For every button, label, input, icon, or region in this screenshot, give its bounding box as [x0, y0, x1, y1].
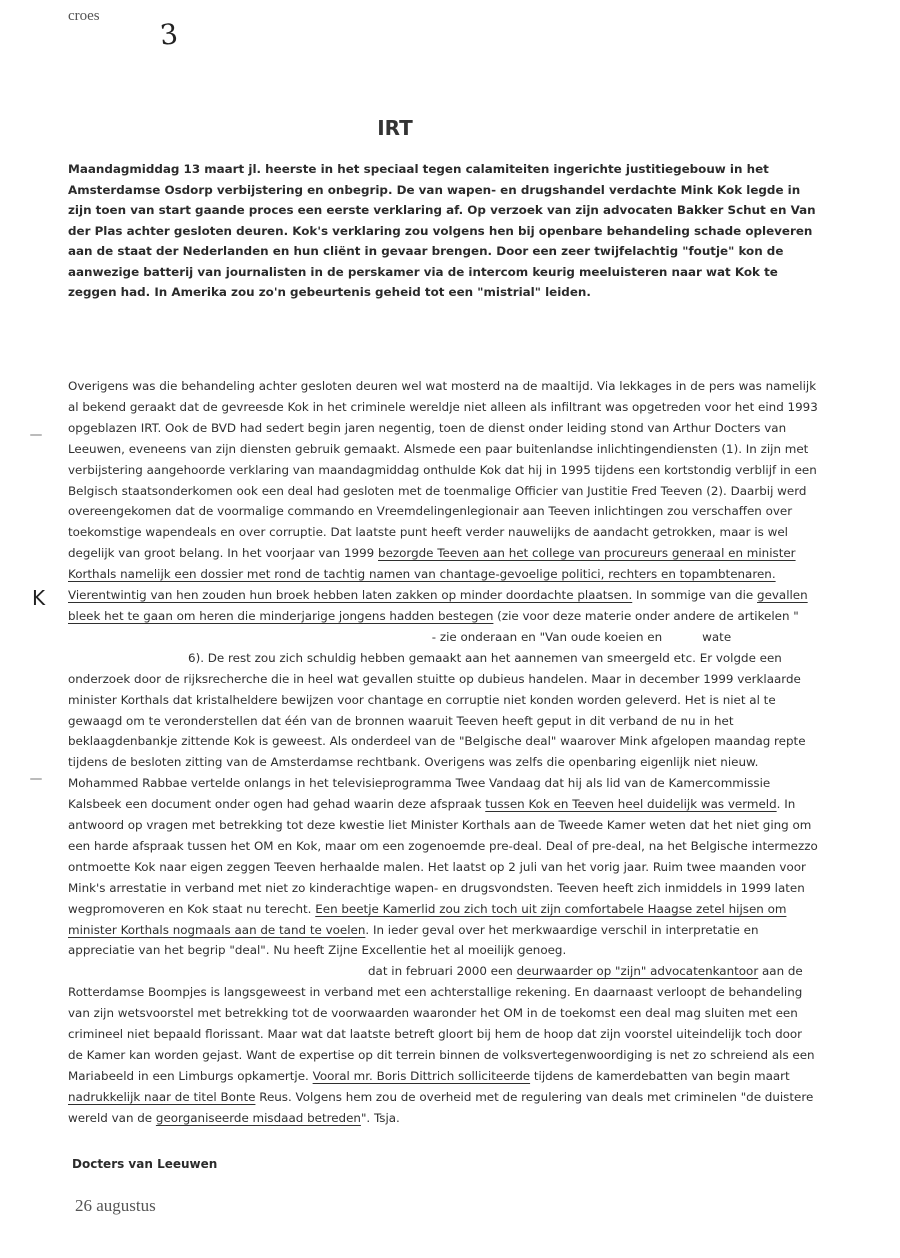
body-text: ". Tsja.	[360, 1110, 400, 1125]
body-text: . In antwoord op vragen met betrekking tot deze kwestie liet Minister Korthals aan de Tweede Kamer weten dat het niet ging om een harde afspraak tussen het OM en Kok, maar om een zogenoemde pre-deal. Deal of pre-deal, na het Belgische intermezzo ontmoette Kok naar eigen zeggen Teeven herhaalde malen. Het laatst op 2 juli van het vorig jaar. Ruim twee maanden voor Mink's arrestatie in verband met niet zo kinderachtige wapen- en drugsvondsten. Teeven heeft zich inmiddels in 1999 laten wegpromoveren en Kok staat nu terecht.	[68, 797, 818, 916]
body-text: tijdens de kamerdebatten van begin maart	[530, 1068, 790, 1083]
margin-handwritten-mark: K	[32, 586, 46, 610]
underlined-passage: georganiseerde misdaad betreden	[155, 1110, 361, 1125]
article-title: IRT	[377, 116, 413, 140]
underlined-passage: Vooral mr. Boris Dittrich solliciteerde	[312, 1068, 531, 1083]
margin-tick	[30, 778, 42, 780]
underlined-passage: tussen Kok en Teeven heel duidelijk was vermeld	[485, 797, 777, 812]
underlined-passage: deurwaarder op "zijn" advocatenkantoor	[516, 964, 759, 979]
article-intro: Maandagmiddag 13 maart jl. heerste in het speciaal tegen calamiteiten ingerichte justitiegebouw in het Amsterdamse Osdorp verbijstering en onbegrip. De van wapen- en drugshandel verdachte Mink Kok legde in zijn toen van start gaande proces een eerste verklaring af. Op verzoek van zijn advocaten Bakker Schut en Van der Plas achter gesloten deuren. Kok's verklaring zou volgens hen bij openbare behandeling schade opleveren aan de staat der Nederlanden en hun cliënt in gevaar brengen. Door een zeer twijfelachtig "foutje" kon de aanwezige batterij van journalisten in de perskamer via de intercom keurig meeluisteren naar wat Kok te zeggen had. In Amerika zou zo'n gebeurtenis geheid tot een "mistrial" leiden.	[68, 162, 816, 299]
margin-tick	[30, 434, 42, 436]
underlined-passage: bezorgde Teeven aan het college van procureurs generaal en minister Korthals namelijk een dossier met rond de tachtig namen van chantage-gevoelige politici, rechters en topambtenaren. Vierentwintig van hen zouden hun broek hebben laten zakken op minder doordachte plaatsen.	[68, 546, 796, 603]
top-note: croes	[68, 8, 100, 24]
article-body	[68, 376, 820, 1129]
underlined-passage: nadrukkelijk naar de titel Bonte	[68, 1089, 256, 1104]
underlined-passage: gevallen bleek het te gaan om heren die minderjarige jongens hadden bestegen	[68, 588, 808, 623]
underlined-passage: Een beetje Kamerlid zou zich toch uit zijn comfortabele Haagse zetel hijsen om minister Korthals nogmaals aan de tand te voelen	[68, 901, 787, 937]
body-text: wate	[702, 629, 732, 644]
body-text: Overigens was die behandeling achter gesloten deuren wel wat mosterd na de maaltijd. Via lekkages in de pers was namelijk al bekend geraakt dat de gevreesde Kok in het criminele wereldje niet alleen als infiltrant was opgetreden voor het eind 1993 opgeblazen IRT. Ook de BVD had sedert begin jaren negentig, toen de dienst onder leiding stond van Arthur Docters van Leeuwen, eveneens van zijn diensten gebruik gemaakt. Alsmede een paar buitenlandse inlichtingendiensten (1). In zijn met verbijstering aangehoorde verklaring van maandagmiddag onthulde Kok dat hij in 1995 tijdens een kortstondig verblijf in een Belgisch staatsonderkomen ook een deal had gesloten met de toenmalige Officier van Justitie Fred Teeven (2). Daarbij werd overeengekomen dat de voormalige commando en Vreemdelingenlegionair aan Teeven inlichtingen zou verschaffen over toekomstige wapendeals en over corruptie. Dat laatste punt heeft verder nauwelijks de aandacht getrokken, maar is wel degelijk van groot belang. In het voorjaar van 1999	[68, 379, 818, 561]
handwritten-page-number: 3	[158, 17, 180, 52]
body-text: In sommige van die	[632, 588, 758, 603]
body-text: - zie onderaan en "Van oude koeien en	[428, 629, 663, 644]
body-text: . In ieder geval over het merkwaardige verschil in interpretatie en appreciatie van het begrip "deal". Nu heeft Zijne Excellentie het al moeilijk genoeg.	[68, 922, 759, 958]
author-signature: Docters van Leeuwen	[72, 1157, 218, 1171]
body-text: (zie voor deze materie onder andere de artikelen "	[493, 608, 799, 623]
body-text: 6). De rest zou zich schuldig hebben gemaakt aan het aannemen van smeergeld etc. Er volgde een onderzoek door de rijksrecherche die in heel wat gevallen stuitte op dubieus handelen. Maar in december 1999 verklaarde minister Korthals dat kristalheldere bewijzen voor chantage en corruptie niet konden worden geleverd. Het is niet al te gewaagd om te veronderstellen dat één van de bronnen waaruit Teeven heeft geput in dit verband de nu in het beklaagdenbankje zittende Kok is geweest. Als onderdeel van de "Belgische deal" waarover Mink afgelopen maandag repte tijdens de besloten zitting van de Amsterdamse rechtbank. Overigens was zelfs die openbaring eigenlijk niet nieuw. Mohammed Rabbae vertelde onlangs in het televisieprogramma Twee Vandaag dat hij als lid van de Kamercommissie Kalsbeek een document onder ogen had gehad waarin deze afspraak	[68, 650, 806, 812]
body-text: dat in februari 2000 een	[368, 964, 517, 979]
body-paragraph	[68, 376, 820, 1129]
footer-date: 26 augustus	[75, 1196, 156, 1215]
body-text: aan de Rotterdamse Boompjes is langsgeweest in verband met een achterstallige rekening. En daarnaast verloopt de behandeling van zijn wetsvoorstel met betrekking tot de voorwaarden waaronder het OM in de toekomst een deal mag sluiten met een crimineel niet bepaald florissant. Maar wat dat laatste betreft gloort bij hem de hoop dat zijn voorstel uiteindelijk toch door de Kamer kan worden gejast. Want de expertise op dit terrein binnen de volksvertegenwoordiging is net zo schreiend als een Mariabeeld in een Limburgs opkamertje.	[68, 964, 815, 1083]
body-text: Reus. Volgens hem zou de overheid met de regulering van deals met criminelen "de duistere wereld van de	[68, 1089, 814, 1125]
